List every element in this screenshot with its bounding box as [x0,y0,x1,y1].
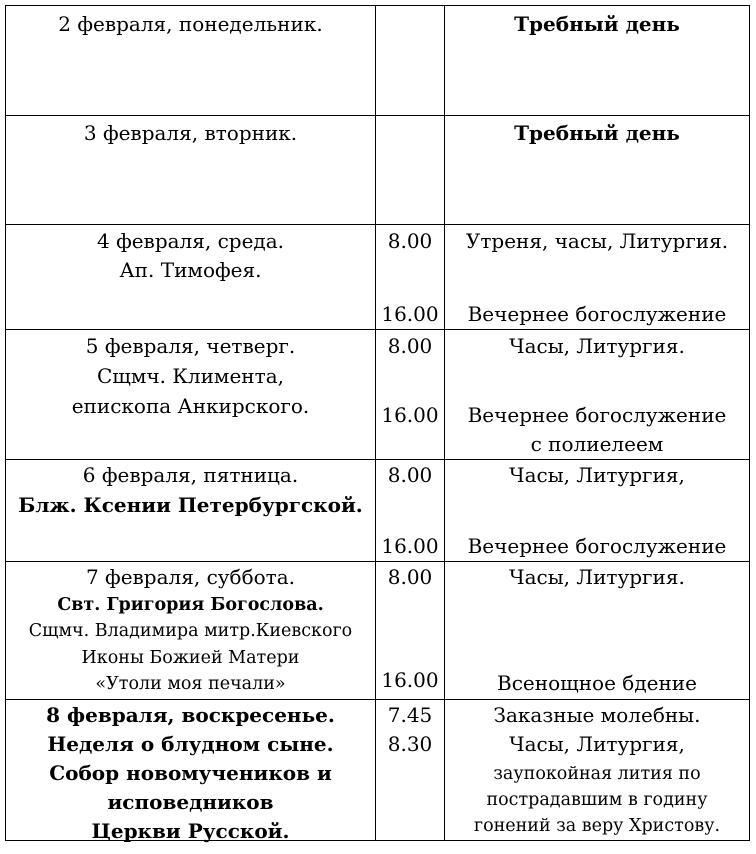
service-label: с полиелеем [530,432,664,456]
feast-name: Иконы Божией Матери [81,648,300,668]
service-time: 16.00 [381,403,439,427]
saint-name: Сщмч. Климента, [97,364,284,388]
table-row [6,116,750,225]
day-cell [6,6,376,116]
day-title: 5 февраля, четверг. [85,334,296,358]
day-title: 8 февраля, воскресенье. [46,703,335,727]
day-title: 4 февраля, среда. [96,229,285,253]
service-label: заупокойная лития по [493,764,701,784]
service-label: Требный день [514,12,680,36]
service-cell [445,330,750,460]
service-label: Вечернее богослужение [467,302,727,326]
feast-name: Собор новомучеников и [49,761,332,785]
saint-name: Свт. Григория Богослова. [57,595,324,615]
service-label: Часы, Литургия. [509,334,685,358]
service-time: 16.00 [381,534,439,558]
service-label: Часы, Литургия, [509,463,685,487]
table-row [6,460,750,562]
feast-name: исповедников [107,790,274,814]
service-cell [445,562,750,700]
time-cell [376,700,445,841]
service-cell [445,460,750,562]
service-time: 16.00 [381,302,439,326]
day-title: 7 февраля, суббота. [85,565,296,589]
service-time: 8.00 [387,334,433,358]
service-label: Часы, Литургия. [509,565,685,589]
feast-name: «Утоли моя печали» [95,674,286,694]
time-cell [376,330,445,460]
service-cell [445,116,750,225]
table-row [6,330,750,460]
day-cell [6,460,376,562]
day-title: 2 февраля, понедельник. [58,12,323,36]
sunday-name: Неделя о блудном сыне. [47,732,334,756]
time-cell [376,225,445,330]
time-cell [376,116,445,225]
service-label: Заказные молебны. [493,703,701,727]
saint-name: Ап. Тимофея. [119,258,262,282]
day-cell [6,116,376,225]
day-cell [6,330,376,460]
saint-name: Блж. Ксении Петербургской. [18,493,363,517]
schedule-table [5,5,750,841]
service-label: Вечернее богослужение [467,403,727,427]
service-cell [445,6,750,116]
service-cell [445,700,750,841]
service-label: Вечернее богослужение [467,534,727,558]
service-time: 8.00 [387,229,433,253]
time-cell [376,460,445,562]
service-label: гонений за веру Христову. [473,816,721,836]
service-cell [445,225,750,330]
table-row [6,6,750,116]
service-time: 16.00 [381,668,439,692]
saint-name: епископа Анкирского. [71,394,310,418]
day-cell [6,225,376,330]
day-cell [6,700,376,841]
service-time: 8.00 [387,565,433,589]
service-time: 8.30 [387,732,433,756]
time-cell [376,6,445,116]
service-label: Утреня, часы, Литургия. [465,229,729,253]
day-title: 3 февраля, вторник. [83,121,298,145]
service-time: 7.45 [387,703,433,727]
service-time: 8.00 [387,463,433,487]
service-label: Всенощное бдение [497,671,697,695]
service-label: пострадавшим в годину [486,790,708,810]
table-row [6,700,750,841]
service-label: Требный день [514,121,680,145]
time-cell [376,562,445,700]
saint-name: Сщмч. Владимира митр.Киевского [28,621,353,641]
day-cell [6,562,376,700]
table-row [6,225,750,330]
day-title: 6 февраля, пятница. [82,463,299,487]
table-row [6,562,750,700]
feast-name: Церкви Русской. [91,819,290,843]
service-label: Часы, Литургия, [509,732,685,756]
